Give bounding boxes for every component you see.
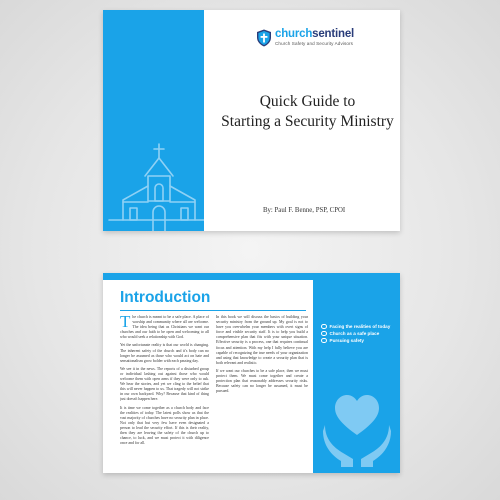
intro-column-1 — [120, 315, 209, 469]
cover-title-line-1: Quick Guide to — [259, 93, 356, 110]
drop-cap: T — [120, 315, 131, 331]
intro-top-bar — [103, 273, 400, 280]
list-item: Church as a safe place — [321, 330, 390, 337]
church-sentinel-logo — [256, 29, 354, 47]
cover-title-line-2: Starting a Security Ministry — [221, 113, 394, 131]
shield-cross-icon — [256, 29, 272, 47]
logo-tagline: Church Safety and Security Advisors — [275, 40, 354, 46]
cover-author: By: Paul F. Benne, PSP, CPOI — [263, 207, 346, 214]
intro-paragraph: The church is meant to be a safe place. A place of worship and community where all are welcome. The idea being that as Christians we want our churches and our faith to be open and welcoming to all who would seek a relationship with God. — [120, 315, 209, 340]
logo-wordmark: churchsentinel — [275, 28, 355, 41]
church-outline-icon — [103, 142, 204, 231]
list-item: Facing the realities of today — [321, 323, 390, 330]
check-circle-icon — [321, 324, 327, 330]
cover-title — [215, 92, 400, 132]
intro-sidebar — [313, 280, 400, 473]
check-circle-icon — [321, 331, 327, 337]
intro-paragraph: If we want our churches to be a safe place, then we must protect them. We must come together and create a protection plan that reasonably addresses security risks. Because safety can no longer be assumed, it must be pursued. — [216, 368, 308, 394]
check-circle-icon — [321, 338, 327, 344]
heart-in-hands-icon — [323, 389, 391, 467]
intro-paragraph: It is time we come together as a church body and face the realities of today. The latest polls show us that the vast majority of churches have no security plan in place. Not only that but very few have even designated a person to lead the security effort. If this is their reality, then they are leaving the safety of the church up to chance, to luck, and we must protect it with diligence once and for all. — [120, 405, 209, 446]
cover-page — [103, 10, 400, 231]
list-item: Pursuing safety — [321, 337, 390, 344]
intro-paragraph: Yet the unfortunate reality is that our world is changing. The inherent safety of the church and it's body can no longer be assumed as those who would act on hate and sensationalism grow bolder with each passing day. — [120, 343, 209, 363]
chapter-topics-list — [321, 323, 390, 344]
intro-paragraph: In this book we will discuss the basics of building your security ministry from the ground up. My goal is not to have you overwhelm your members with overt signs of force and visible security staff. It is to help you build a comprehensive plan that fits with your unique situation. Effective security is a process, one that requires continual focus and attention. With my help I fully believe you are capable of recognizing the true needs of your organization and using that knowledge to create a security plan that is both relevant and realistic. — [216, 315, 308, 365]
intro-column-2 — [216, 315, 308, 469]
introduction-page — [103, 273, 400, 473]
intro-heading: Introduction — [120, 289, 211, 306]
intro-heading-rule — [120, 310, 306, 311]
intro-paragraph: We see it in the news. The reports of a disturbed group or individual lashing out against those who would welcome them with open arms if they were only to ask. We hear the stories, and yet we cling to the belief that this will never happen to us. That tragedy will not strike in our own backyard. Why? Because that kind of thing just doesn't happen here. — [120, 366, 209, 402]
